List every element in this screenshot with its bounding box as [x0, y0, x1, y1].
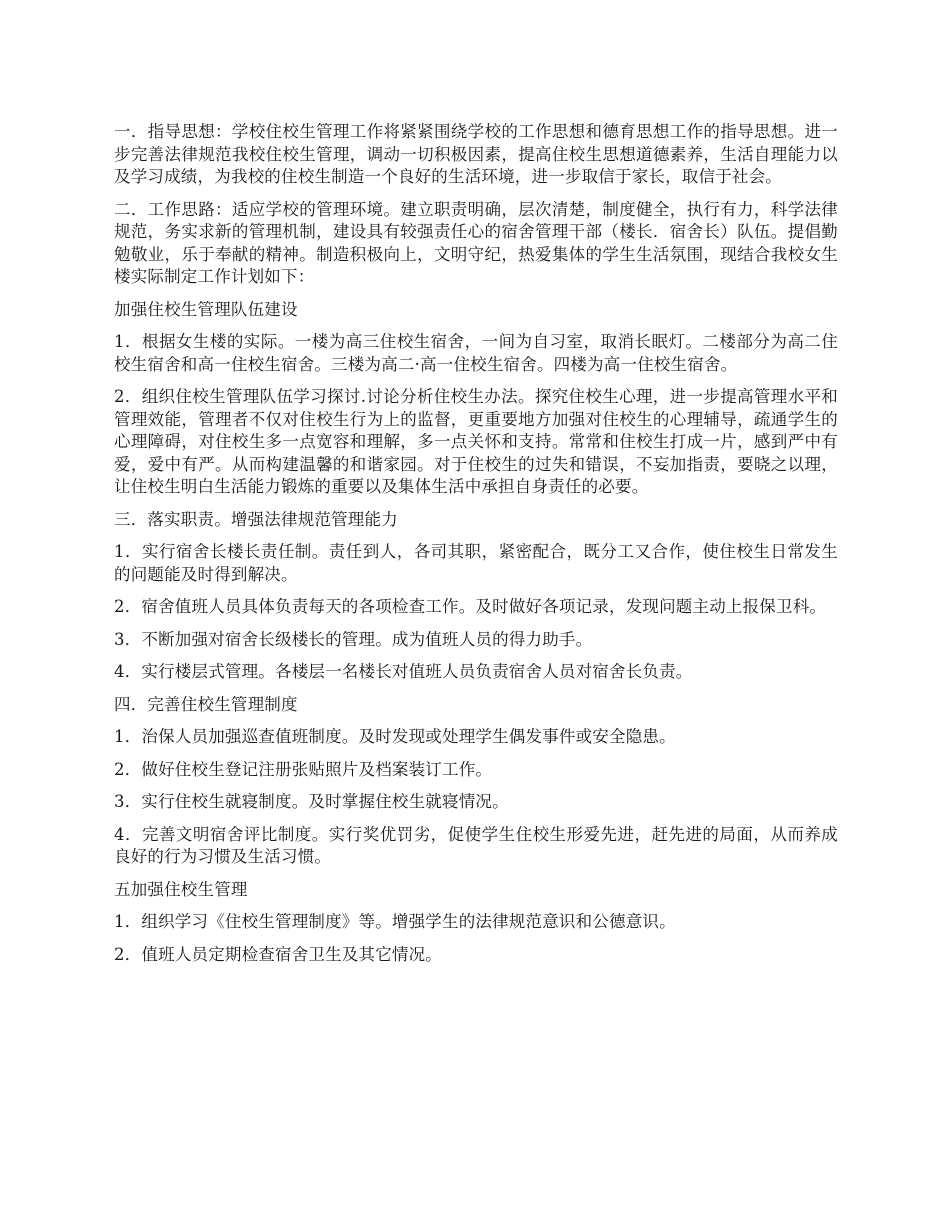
- heading-strengthen-management: 五加强住校生管理: [114, 879, 248, 899]
- paragraph-responsibility-3: 3．不断加强对宿舍长级楼长的管理。成为值班人员的得力助手。: [114, 629, 593, 649]
- paragraph-system-2: 2．做好住校生登记注册张贴照片及档案装订工作。: [114, 759, 493, 779]
- paragraph-strengthen-1: 1．组织学习《住校生管理制度》等。增强学生的法律规范意识和公德意识。: [114, 912, 676, 931]
- paragraph-responsibility-4: 4．实行楼层式管理。各楼层一名楼长对值班人员负责宿舍人员对宿舍长负责。: [114, 662, 693, 681]
- paragraph-strengthen-2: 2．值班人员定期检查宿舍卫生及其它情况。: [114, 944, 442, 964]
- paragraph-building-layout: 1．根据女生楼的实际。一楼为高三住校生宿舍，一间为自习室，取消长眠灯。二楼部分为高二住校生宿舍和高一住校生宿舍。三楼为高二·高一住校生宿舍。四楼为高一住校生宿舍。: [114, 332, 838, 374]
- paragraph-responsibility-2: 2．宿舍值班人员具体负责每天的各项检查工作。及时做好各项记录，发现问题主动上报保卫科。: [114, 597, 827, 616]
- paragraph-system-1: 1．治保人员加强巡查值班制度。及时发现或处理学生偶发事件或安全隐患。: [114, 727, 676, 746]
- document-body: [114, 121, 838, 976]
- paragraph-system-4: 4．完善文明宿舍评比制度。实行奖优罚劣，促使学生住校生形爱先进，赶先进的局面，从而养成良好的行为习惯及生活习惯。: [114, 824, 838, 866]
- heading-management-system: 四．完善住校生管理制度: [114, 694, 298, 714]
- heading-team-building: 加强住校生管理队伍建设: [114, 299, 298, 319]
- paragraph-guiding-thought: 一．指导思想：学校住校生管理工作将紧紧围绕学校的工作思想和德育思想工作的指导思想。进一步完善法律规范我校住校生管理，调动一切积极因素，提高住校生思想道德素养，生活自理能力以及学习成绩，为我校的住校生制造一个良好的生活环境，进一步取信于家长，取信于社会。: [114, 122, 838, 186]
- paragraph-responsibility-1: 1．实行宿舍长楼长责任制。责任到人，各司其职，紧密配合，既分工又合作，使住校生日常发生的问题能及时得到解决。: [114, 542, 838, 584]
- heading-responsibilities: 三．落实职责。增强法律规范管理能力: [114, 509, 398, 529]
- paragraph-system-3: 3．实行住校生就寝制度。及时掌握住校生就寝情况。: [114, 792, 509, 811]
- paragraph-team-study: 2．组织住校生管理队伍学习探讨.讨论分析住校生办法。探究住校生心理，进一步提高管理水平和管理效能，管理者不仅对住校生行为上的监督，更重要地方加强对住校生的心理辅导，疏通学生的心理障碍，对住校生多一点宽容和理解，多一点关怀和支持。常常和住校生打成一片，感到严中有爱，爱中有严。从而构建温馨的和谐家园。对于住校生的过失和错误，不妄加指责，要晓之以理，让住校生明白生活能力锻炼的重要以及集体生活中承担自身责任的必要。: [114, 387, 838, 496]
- paragraph-work-approach: 二．工作思路：适应学校的管理环境。建立职责明确，层次清楚，制度健全，执行有力，科学法律规范，务实求新的管理机制，建设具有较强责任心的宿舍管理干部（楼长．宿舍长）队伍。提倡勤勉敬业，乐于奉献的精神。制造积极向上，文明守纪，热爱集体的学生生活氛围，现结合我校女生楼实际制定工作计划如下：: [114, 199, 838, 286]
